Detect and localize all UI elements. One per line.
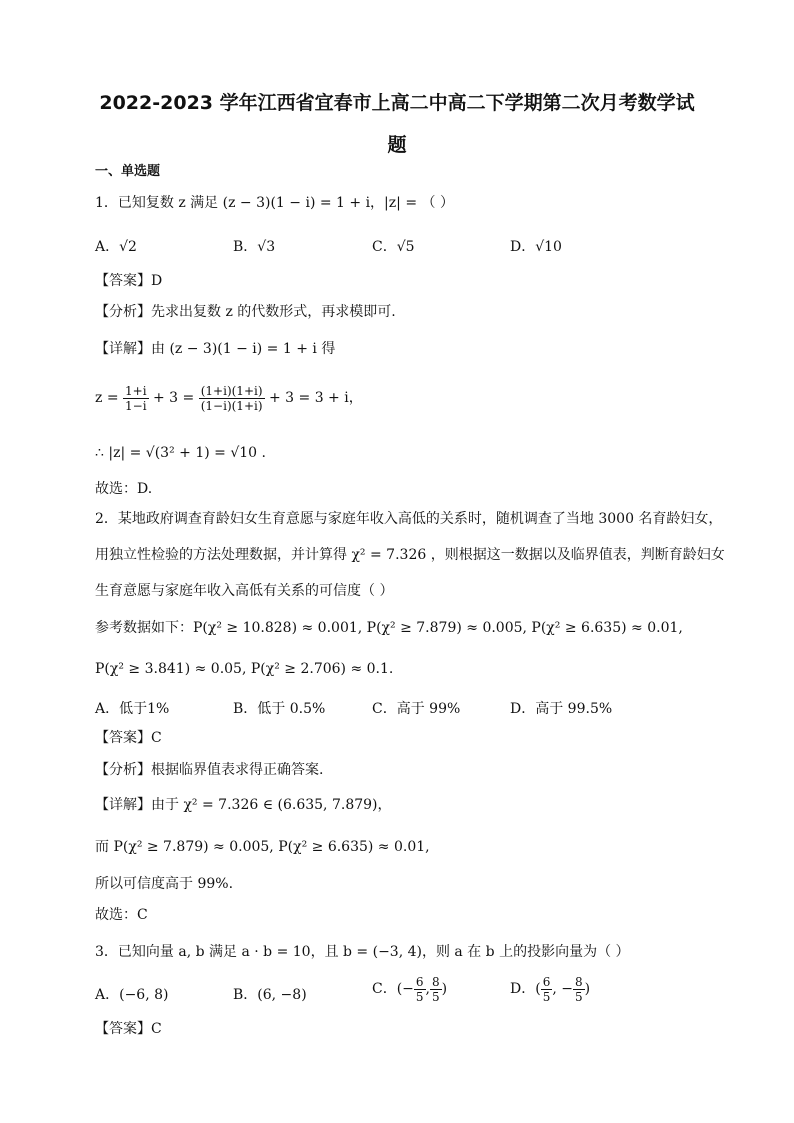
q3-option-d-frac-1-num: 6 <box>542 974 551 989</box>
q1-step1 <box>95 380 363 416</box>
q2-stem-line1: 2．某地政府调查育龄妇女生育意愿与家庭年收入高低的关系时，随机调查了当地 3000 名育龄妇女， <box>95 511 723 527</box>
q1-final: 故选：D. <box>95 481 153 497</box>
q3-option-d <box>510 972 590 1006</box>
q3-option-d-frac-1-den: 5 <box>542 989 551 1004</box>
q1-option-a: A．√2 <box>95 239 137 255</box>
q2-step2: 所以可信度高于 99%. <box>95 876 234 892</box>
q3-option-d-frac-2-num: 8 <box>574 974 583 989</box>
q3-option-d-prefix: D．( <box>510 981 541 997</box>
q2-answer: 【答案】C <box>95 730 162 746</box>
q2-analysis: 【分析】根据临界值表求得正确答案. <box>95 762 324 778</box>
q2-stem-line2: 用独立性检验的方法处理数据，并计算得 χ² = 7.326 ，则根据这一数据以及临界值表，判断育龄妇女 <box>95 547 725 563</box>
q3-option-c-frac-1-den: 5 <box>415 989 424 1004</box>
q2-step1: 而 P(χ² ≥ 7.879) ≈ 0.005, P(χ² ≥ 6.635) ≈ 0.01, <box>95 839 430 855</box>
q3-option-c-suffix: ) <box>441 981 448 997</box>
q1-detail: 【详解】由 (z − 3)(1 − i) = 1 + i 得 <box>95 341 336 357</box>
q3-stem: 3．已知向量 a, b 满足 a · b = 10，且 b = (−3, 4)，则 a 在 b 上的投影向量为（ ） <box>95 944 630 960</box>
q3-option-d-suffix: ) <box>584 981 591 997</box>
q1-option-d: D．√10 <box>510 239 562 255</box>
page-title: 2022-2023 学年江西省宜春市上高二中高二下学期第二次月考数学试 <box>99 92 695 114</box>
q3-option-c-frac-2-den: 5 <box>432 989 440 1004</box>
q1-option-b: B．√3 <box>233 239 276 255</box>
q1-step1-rhs: + 3 = 3 + i， <box>268 390 363 406</box>
section-heading: 一、单选题 <box>95 164 161 179</box>
q3-option-c-frac-1-num: 6 <box>415 974 424 989</box>
q1-step2: ∴ |z| = √(3² + 1) = √10 . <box>95 445 266 461</box>
q1-option-c: C．√5 <box>372 239 415 255</box>
q2-reference-line2: P(χ² ≥ 3.841) ≈ 0.05, P(χ² ≥ 2.706) ≈ 0.1. <box>95 661 394 677</box>
q3-option-d-frac-2-den: 5 <box>574 989 583 1004</box>
page-title-continued: 题 <box>387 134 407 156</box>
q1-fraction-1-num: 1+i <box>125 383 147 398</box>
q3-option-d-sep: , − <box>552 981 573 997</box>
q3-option-a: A．(−6, 8) <box>95 987 169 1003</box>
q2-reference-line1: 参考数据如下：P(χ² ≥ 10.828) ≈ 0.001, P(χ² ≥ 7.879) ≈ 0.005, P(χ² ≥ 6.635) ≈ 0.01, <box>95 620 683 636</box>
q2-stem-line3: 生育意愿与家庭年收入高低有关系的可信度（ ） <box>95 583 394 599</box>
q1-fraction-1-den: 1−i <box>125 398 147 413</box>
q2-option-d: D．高于 99.5% <box>510 701 613 717</box>
q1-fraction-2-num: (1+i)(1+i) <box>200 383 263 398</box>
q2-final: 故选：C <box>95 907 148 923</box>
q3-option-c-frac-1 <box>414 975 426 1004</box>
q3-option-c-prefix: C．(− <box>372 981 414 997</box>
q3-option-c-sep: , <box>425 981 430 997</box>
q2-option-a: A．低于1% <box>95 701 170 717</box>
q1-analysis: 【分析】先求出复数 z 的代数形式，再求模即可. <box>95 304 396 320</box>
q3-option-b: B．(6, −8) <box>233 987 307 1003</box>
q2-detail: 【详解】由于 χ² = 7.326 ∈ (6.635, 7.879)， <box>95 797 392 813</box>
q1-answer: 【答案】D <box>95 273 163 289</box>
q1-step1-lhs: z = <box>95 390 119 406</box>
q3-option-c-frac-2-num: 8 <box>432 974 440 989</box>
q3-option-d-frac-1 <box>541 975 553 1004</box>
q1-fraction-2-den: (1−i)(1+i) <box>200 398 263 413</box>
q1-fraction-2 <box>199 384 265 413</box>
q3-option-d-frac-2 <box>573 975 585 1004</box>
q1-fraction-1 <box>123 384 149 413</box>
q2-option-c: C．高于 99% <box>372 701 461 717</box>
q3-option-c <box>372 972 447 1006</box>
q1-step1-mid: + 3 = <box>153 390 195 406</box>
q2-option-b: B．低于 0.5% <box>233 701 326 717</box>
q3-answer: 【答案】C <box>95 1021 162 1037</box>
q1-stem: 1．已知复数 z 满足 (z − 3)(1 − i) = 1 + i，|z| = （ ） <box>95 195 454 211</box>
q3-option-c-frac-2 <box>430 975 442 1004</box>
